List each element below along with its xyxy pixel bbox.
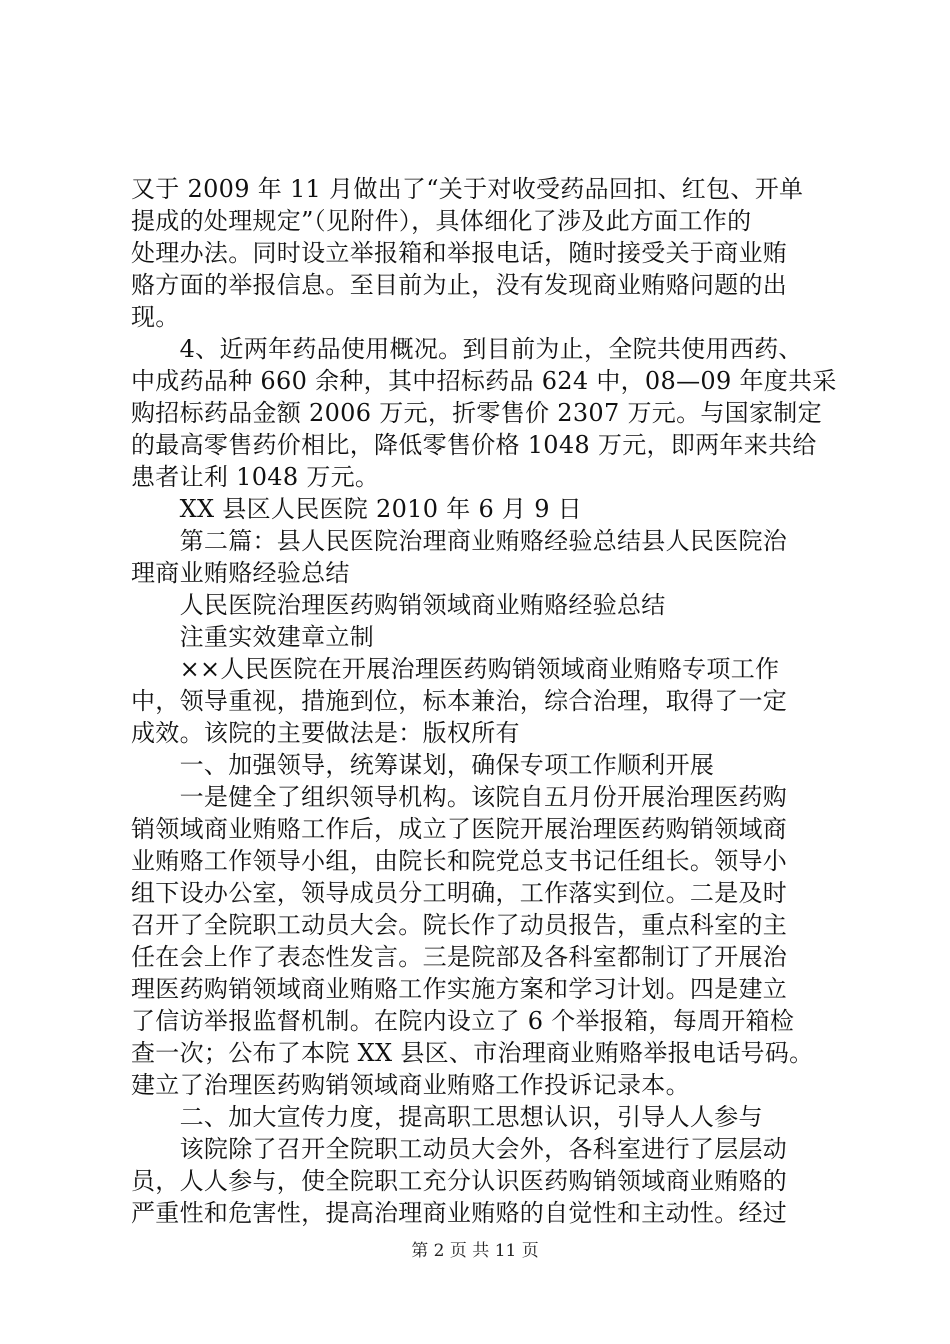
text-line: 销领域商业贿赂工作后，成立了医院开展治理医药购销领域商 xyxy=(131,815,788,843)
text-line: 中，领导重视，措施到位，标本兼治，综合治理，取得了一定 xyxy=(131,687,788,715)
text-line: 赂方面的举报信息。至目前为止，没有发现商业贿赂问题的出 xyxy=(131,271,788,299)
text-line: 员，人人参与，使全院职工充分认识医药购销领域商业贿赂的 xyxy=(131,1167,788,1195)
text-line: 中成药品种 660 余种，其中招标药品 624 中，08—09 年度共采 xyxy=(131,367,837,395)
text-line: 任在会上作了表态性发言。三是院部及各科室都制订了开展治 xyxy=(131,943,788,971)
page-number-footer: 第 2 页 共 11 页 xyxy=(411,1241,539,1261)
text-line: 建立了治理医药购销领域商业贿赂工作投诉记录本。 xyxy=(131,1071,690,1099)
text-line: 患者让利 1048 万元。 xyxy=(131,463,380,491)
article-subtitle: 注重实效建章立制 xyxy=(131,623,374,651)
text-line: 了信访举报监督机制。在院内设立了 6 个举报箱，每周开箱检 xyxy=(131,1007,795,1035)
text-line: 4、近两年药品使用概况。到目前为止，全院共使用西药、 xyxy=(131,335,803,363)
text-line: 理医药购销领域商业贿赂工作实施方案和学习计划。四是建立 xyxy=(131,975,788,1003)
section-heading: 一、加强领导，统筹谋划，确保专项工作顺利开展 xyxy=(131,751,715,779)
text-line: 业贿赂工作领导小组，由院长和院党总支书记任组长。领导小 xyxy=(131,847,788,875)
text-line: 该院除了召开全院职工动员大会外，各科室进行了层层动 xyxy=(131,1135,788,1163)
text-line: 的最高零售药价相比，降低零售价格 1048 万元，即两年来共给 xyxy=(131,431,817,459)
text-line: 组下设办公室，领导成员分工明确，工作落实到位。二是及时 xyxy=(131,879,788,907)
text-line: ××人民医院在开展治理医药购销领域商业贿赂专项工作 xyxy=(131,655,780,683)
text-line: 严重性和危害性，提高治理商业贿赂的自觉性和主动性。经过 xyxy=(131,1199,788,1227)
text-line: 提成的处理规定”（见附件），具体细化了涉及此方面工作的 xyxy=(131,207,752,235)
text-line: 购招标药品金额 2006 万元，折零售价 2307 万元。与国家制定 xyxy=(131,399,822,427)
text-line: 现。 xyxy=(131,303,180,331)
text-line: 成效。该院的主要做法是：版权所有 xyxy=(131,719,520,747)
signature-line: XX 县区人民医院 2010 年 6 月 9 日 xyxy=(131,495,582,523)
text-line: 处理办法。同时设立举报箱和举报电话，随时接受关于商业贿 xyxy=(131,239,788,267)
text-line: 查一次；公布了本院 XX 县区、市治理商业贿赂举报电话号码。 xyxy=(131,1039,814,1067)
section-title: 第二篇：县人民医院治理商业贿赂经验总结县人民医院治 xyxy=(131,527,788,555)
text-line: 又于 2009 年 11 月做出了“关于对收受药品回扣、红包、开单 xyxy=(131,175,804,203)
text-line: 一是健全了组织领导机构。该院自五月份开展治理医药购 xyxy=(131,783,788,811)
section-heading: 二、加大宣传力度，提高职工思想认识，引导人人参与 xyxy=(131,1103,763,1131)
text-line: 召开了全院职工动员大会。院长作了动员报告，重点科室的主 xyxy=(131,911,788,939)
section-title: 理商业贿赂经验总结 xyxy=(131,559,350,587)
article-title: 人民医院治理医药购销领域商业贿赂经验总结 xyxy=(131,591,666,619)
